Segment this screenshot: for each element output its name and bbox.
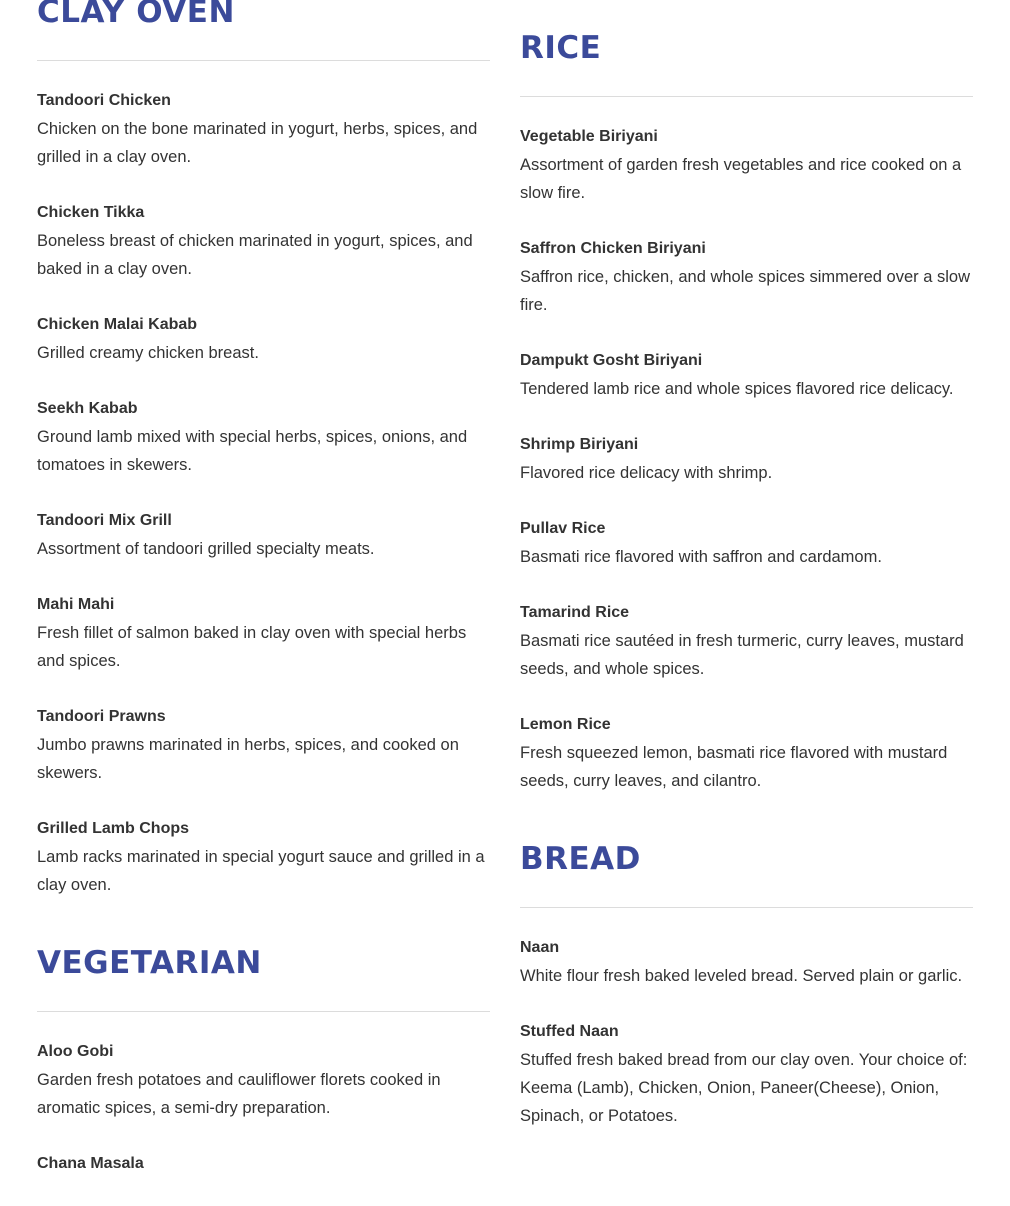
menu-item-description: Tendered lamb rice and whole spices flavored rice delicacy. xyxy=(520,380,954,398)
menu-item-name: Grilled Lamb Chops xyxy=(37,820,190,837)
menu-item-name: Stuffed Naan xyxy=(520,1023,619,1040)
menu-item xyxy=(520,934,973,990)
menu-item xyxy=(37,311,490,367)
menu-item-description: Grilled creamy chicken breast. xyxy=(37,344,259,362)
menu-item xyxy=(37,507,490,563)
menu-item-name: Chicken Tikka xyxy=(37,204,145,221)
menu-item-description: White flour fresh baked leveled bread. Served plain or garlic. xyxy=(520,967,963,985)
section-title-bread: BREAD xyxy=(520,841,641,877)
menu-item-name: Shrimp Biriyani xyxy=(520,436,639,453)
menu-item xyxy=(37,1038,490,1122)
section-divider xyxy=(37,1011,490,1012)
menu-item-name: Saffron Chicken Biriyani xyxy=(520,240,706,257)
menu-item-description: Assortment of garden fresh vegetables and rice cooked on a slow fire. xyxy=(520,156,962,202)
menu-item-description: Chicken on the bone marinated in yogurt, herbs, spices, and grilled in a clay oven. xyxy=(37,120,478,166)
menu-item xyxy=(520,431,973,487)
menu-item-name: Tandoori Chicken xyxy=(37,92,171,109)
menu-item-name: Vegetable Biriyani xyxy=(520,128,658,145)
menu-item xyxy=(520,347,973,403)
menu-item-name: Lemon Rice xyxy=(520,716,611,733)
menu-item xyxy=(37,815,490,899)
menu-item-description: Boneless breast of chicken marinated in yogurt, spices, and baked in a clay oven. xyxy=(37,232,473,278)
section-clay-oven xyxy=(37,0,490,899)
menu-item-name: Chana Masala xyxy=(37,1155,144,1172)
section-title-rice: RICE xyxy=(520,30,602,66)
menu-item-description: Basmati rice flavored with saffron and cardamom. xyxy=(520,548,882,566)
section-title-vegetarian: VEGETARIAN xyxy=(37,945,262,981)
menu-item-name: Dampukt Gosht Biriyani xyxy=(520,352,703,369)
section-divider xyxy=(37,60,490,61)
menu-item-name: Chicken Malai Kabab xyxy=(37,316,198,333)
section-rice xyxy=(520,12,973,795)
menu-item xyxy=(37,87,490,171)
menu-item xyxy=(520,599,973,683)
menu-item-name: Tandoori Prawns xyxy=(37,708,166,725)
menu-item-description: Flavored rice delicacy with shrimp. xyxy=(520,464,773,482)
section-vegetarian xyxy=(37,927,490,1178)
menu-item xyxy=(37,1150,490,1178)
menu-item-description: Fresh fillet of salmon baked in clay oven with special herbs and spices. xyxy=(37,624,467,670)
menu-item xyxy=(37,591,490,675)
menu-item-name: Seekh Kabab xyxy=(37,400,138,417)
menu-item-name: Naan xyxy=(520,939,560,956)
menu-item xyxy=(37,199,490,283)
menu-item-description: Ground lamb mixed with special herbs, spices, onions, and tomatoes in skewers. xyxy=(37,428,468,474)
menu-item-description: Lamb racks marinated in special yogurt sauce and grilled in a clay oven. xyxy=(37,848,485,894)
menu-item-name: Aloo Gobi xyxy=(37,1043,114,1060)
menu-item xyxy=(520,1018,973,1130)
menu-item-description: Garden fresh potatoes and cauliflower florets cooked in aromatic spices, a semi-dry preparation. xyxy=(37,1071,441,1117)
menu-item-description: Fresh squeezed lemon, basmati rice flavored with mustard seeds, curry leaves, and cilantro. xyxy=(520,744,948,790)
section-divider xyxy=(520,907,973,908)
menu-item-name: Mahi Mahi xyxy=(37,596,115,613)
menu-item-name: Tamarind Rice xyxy=(520,604,630,621)
menu-item-description: Saffron rice, chicken, and whole spices simmered over a slow fire. xyxy=(520,268,970,314)
menu-item xyxy=(520,235,973,319)
menu-item xyxy=(37,395,490,479)
menu-item-description: Stuffed fresh baked bread from our clay oven. Your choice of: Keema (Lamb), Chicken, Onion, Paneer(Cheese), Onion, Spinach, or Potatoes. xyxy=(520,1051,968,1125)
menu-item xyxy=(520,515,973,571)
menu-column-right xyxy=(520,12,973,1158)
menu-item xyxy=(520,123,973,207)
menu-item-description: Basmati rice sautéed in fresh turmeric, curry leaves, mustard seeds, and whole spices. xyxy=(520,632,964,678)
menu-item xyxy=(520,711,973,795)
section-bread xyxy=(520,823,973,1130)
menu-item-name: Pullav Rice xyxy=(520,520,606,537)
menu-item-name: Tandoori Mix Grill xyxy=(37,512,172,529)
section-divider xyxy=(520,96,973,97)
menu-item xyxy=(37,703,490,787)
menu-item-description: Assortment of tandoori grilled specialty meats. xyxy=(37,540,375,558)
menu-item-description: Jumbo prawns marinated in herbs, spices, and cooked on skewers. xyxy=(37,736,459,782)
section-title-clay-oven: CLAY OVEN xyxy=(37,0,235,30)
menu-column-left xyxy=(37,0,490,1206)
